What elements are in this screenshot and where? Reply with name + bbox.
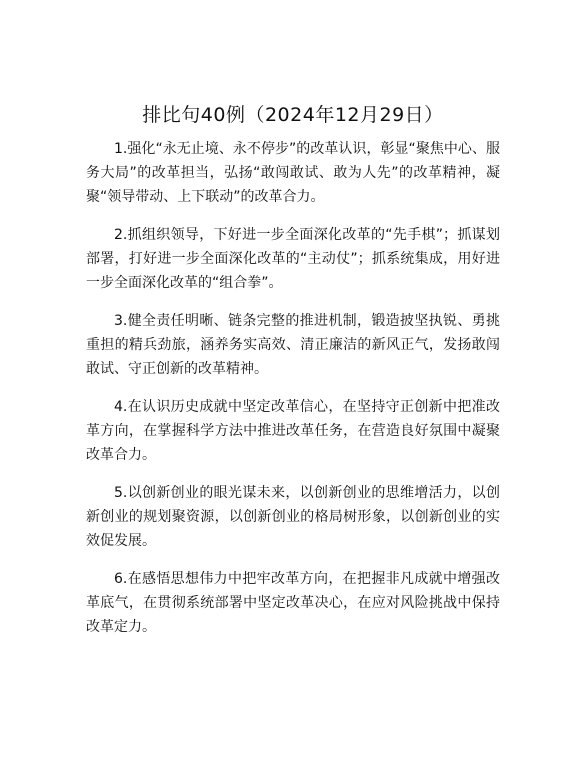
paragraph-3: 3.健全责任明晰、链条完整的推进机制，锻造披坚执锐、勇挑重担的精兵劲旅，涵养务实高效、清正廉洁的新风正气，发扬敢闯敢试、守正创新的改革精神。	[86, 313, 500, 377]
paragraph-5: 5.以创新创业的眼光谋未来，以创新创业的思维增活力，以创新创业的规划聚资源，以创新创业的格局树形象，以创新创业的实效促发展。	[86, 485, 500, 549]
paragraph-1: 1.强化“永无止境、永不停步”的改革认识，彰显“聚焦中心、服务大局”的改革担当，弘扬“敢闯敢试、敢为人先”的改革精神，凝聚“领导带动、上下联动”的改革合力。	[86, 141, 500, 205]
paragraph-4: 4.在认识历史成就中坚定改革信心，在坚持守正创新中把准改革方向，在掌握科学方法中推进改革任务，在营造良好氛围中凝聚改革合力。	[86, 399, 500, 463]
paragraph-2: 2.抓组织领导，下好进一步全面深化改革的“先手棋”；抓谋划部署，打好进一步全面深化改革的“主动仗”；抓系统集成，用好进一步全面深化改革的“组合拳”。	[86, 227, 500, 291]
paragraph-6: 6.在感悟思想伟力中把牢改革方向，在把握非凡成就中增强改革底气，在贯彻系统部署中坚定改革决心，在应对风险挑战中保持改革定力。	[86, 571, 500, 635]
document-body	[86, 137, 500, 653]
document-title: 排比句40例（2024年12月29日）	[142, 104, 444, 126]
